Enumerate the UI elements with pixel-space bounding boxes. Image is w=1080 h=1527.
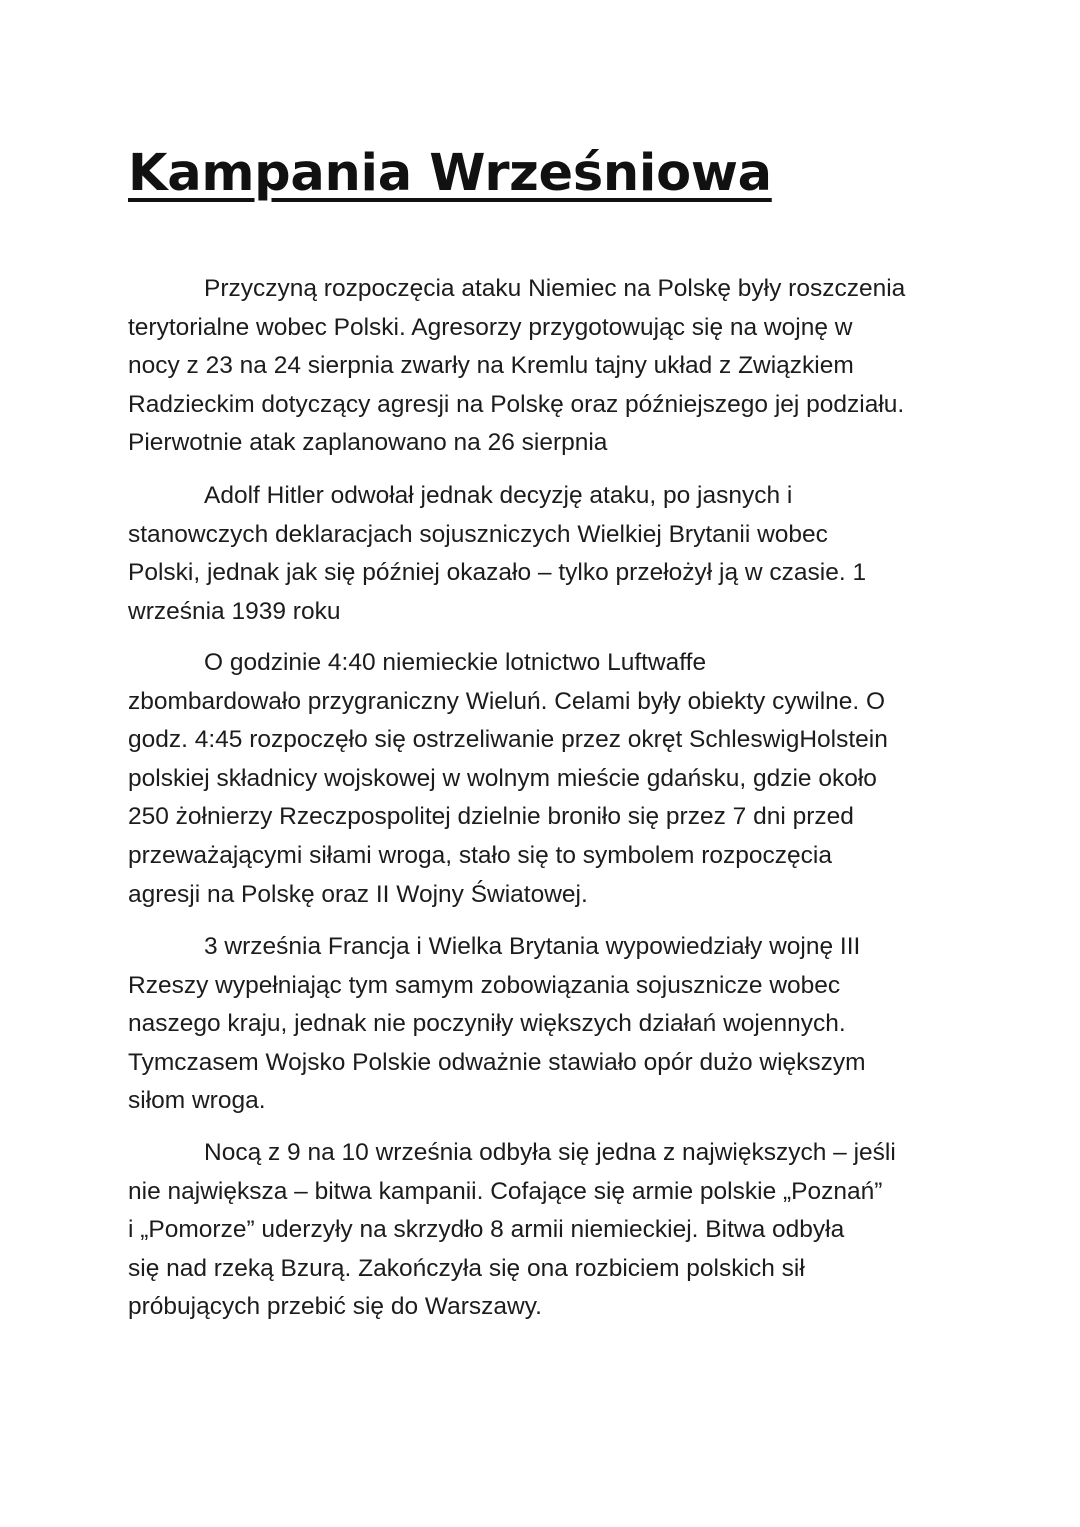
- text-line: Rzeszy wypełniając tym samym zobowiązania sojusznicze wobec: [128, 971, 841, 999]
- text-line: Tymczasem Wojsko Polskie odważnie stawiało opór dużo większym: [128, 1048, 866, 1076]
- text-line: Nocą z 9 na 10 września odbyła się jedna z największych – jeśli: [204, 1139, 896, 1166]
- text-line: Przyczyną rozpoczęcia ataku Niemiec na Polskę były roszczenia: [204, 275, 906, 302]
- text-line: Polski, jednak jak się później okazało – tylko przełożył ją w czasie. 1: [128, 559, 867, 587]
- paragraph-1: [128, 270, 905, 463]
- text-line: siłom wroga.: [128, 1087, 266, 1115]
- paragraph-4: [128, 928, 866, 1121]
- text-line: nie największa – bitwa kampanii. Cofające się armie polskie „Poznań”: [128, 1177, 883, 1205]
- text-line: września 1939 roku: [128, 597, 341, 625]
- text-line: przeważającymi siłami wroga, stało się to symbolem rozpoczęcia: [128, 841, 832, 869]
- text-line: 3 września Francja i Wielka Brytania wypowiedziały wojnę III: [204, 933, 861, 960]
- text-line: się nad rzeką Bzurą. Zakończyła się ona rozbiciem polskich sił: [128, 1254, 805, 1282]
- document-title: Kampania Wrześniowa: [128, 144, 772, 203]
- text-line: i „Pomorze” uderzyły na skrzydło 8 armii niemieckiej. Bitwa odbyła: [128, 1216, 845, 1244]
- text-line: 250 żołnierzy Rzeczpospolitej dzielnie broniło się przez 7 dni przed: [128, 803, 854, 831]
- text-line: terytorialne wobec Polski. Agresorzy przygotowując się na wojnę w: [128, 313, 853, 341]
- text-line: zbombardowało przygraniczny Wieluń. Celami były obiekty cywilne. O: [128, 687, 886, 715]
- text-line: polskiej składnicy wojskowej w wolnym mieście gdańsku, gdzie około: [128, 764, 877, 792]
- text-line: agresji na Polskę oraz II Wojny Światowej.: [128, 880, 588, 908]
- text-line: godz. 4:45 rozpoczęło się ostrzeliwanie przez okręt SchleswigHolstein: [128, 726, 888, 754]
- text-line: Adolf Hitler odwołał jednak decyzję ataku, po jasnych i: [204, 482, 793, 509]
- paragraph-2: [128, 477, 866, 631]
- text-line: Pierwotnie atak zaplanowano na 26 sierpnia: [128, 429, 608, 457]
- text-line: naszego kraju, jednak nie poczyniły większych działań wojennych.: [128, 1010, 846, 1038]
- text-line: Radzieckim dotyczący agresji na Polskę oraz późniejszego jej podziału.: [128, 390, 905, 418]
- text-line: O godzinie 4:40 niemieckie lotnictwo Luftwaffe: [204, 649, 707, 676]
- paragraph-3: [128, 644, 888, 914]
- text-line: próbujących przebić się do Warszawy.: [128, 1293, 542, 1321]
- text-line: stanowczych deklaracjach sojuszniczych Wielkiej Brytanii wobec: [128, 520, 828, 548]
- text-line: nocy z 23 na 24 sierpnia zwarły na Kremlu tajny układ z Związkiem: [128, 352, 854, 380]
- paragraph-5: [128, 1134, 896, 1327]
